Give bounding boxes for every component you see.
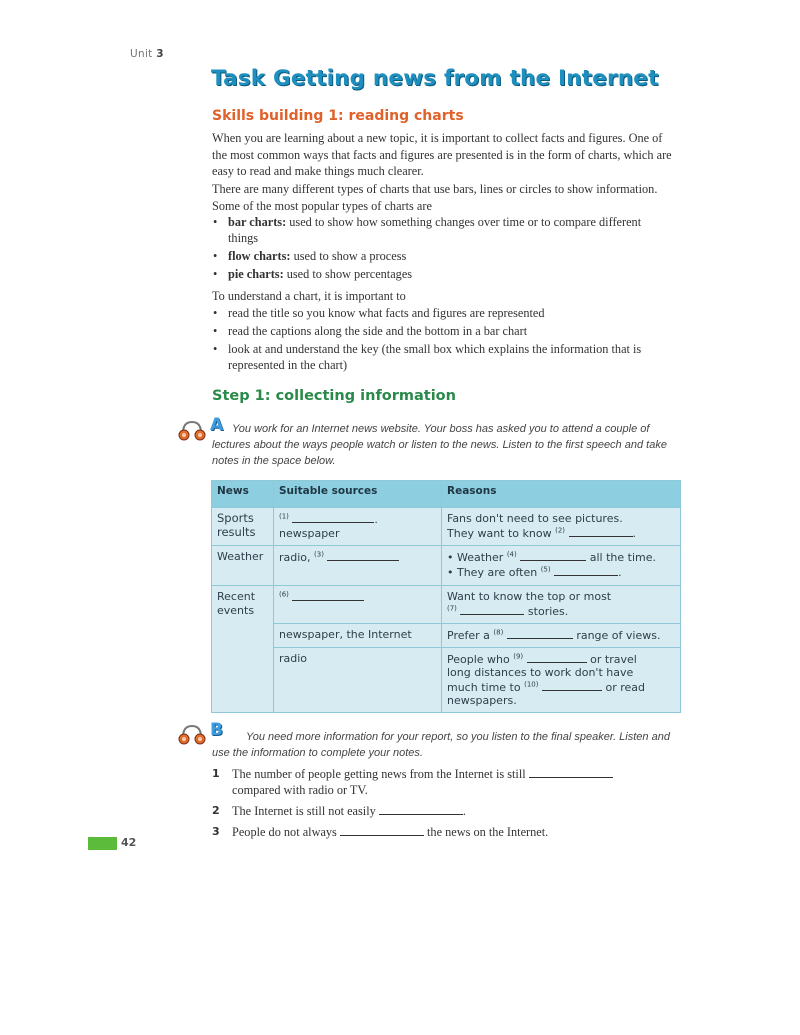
table-row [212,647,681,712]
list-item: • read the captions along the side and the bottom in a bar chart [213,324,528,338]
headphones-icon [178,722,206,751]
question-number: 2 [212,804,220,817]
col-header-news: News [212,481,274,508]
page-accent-bar [88,837,117,850]
news-sources-table [211,480,681,713]
answer-blank[interactable] [527,652,587,663]
reasons-cell: Prefer a $^{(8)}$ range of views. [442,624,681,648]
tips-list [212,305,672,375]
list-item: • flow charts: used to show a process [213,249,407,263]
question-number: 1 [212,767,220,780]
answer-blank[interactable] [460,604,524,615]
page-number: 42 [121,836,137,849]
answer-blank[interactable] [554,565,618,576]
page-title: Task Getting news from the Internet [211,66,659,91]
question-3: People do not always the news on the Internet. [232,825,549,839]
answer-blank[interactable] [520,550,586,561]
section-a-instruction: You work for an Internet news website. Your boss has asked you to attend a couple of lectures about the ways people watch or listen to the news. Listen to the first speech and take notes in the space below. [212,423,667,467]
bullet-icon: • [213,342,218,356]
answer-blank[interactable] [292,512,374,523]
chart-types-list [212,214,672,284]
answer-blank[interactable] [292,590,364,601]
bullet-icon: • [213,249,218,263]
bullet-icon: • [213,306,218,320]
question-2: The Internet is still not easily . [232,804,466,818]
section-b-instruction: You need more information for your report, so you listen to the final speaker. Listen and use the information to complete your notes. [212,731,670,759]
table-row [212,546,681,586]
answer-blank[interactable] [340,825,424,836]
skills-heading: Skills building 1: reading charts [212,108,464,124]
list-item: • read the title so you know what facts and figures are represented [213,306,545,320]
sources-cell: (6) [274,586,442,624]
table-row [212,586,681,624]
unit-label: Unit 3 [130,48,164,60]
table-row [212,508,681,546]
table-header-row [212,481,681,508]
answer-blank[interactable] [542,680,602,691]
list-item: • look at and understand the key (the small box which explains the information that is represented in the chart) [213,342,642,372]
sources-cell: radio, $^{(3)}$ [274,546,442,586]
col-header-reasons: Reasons [442,481,681,508]
answer-blank[interactable] [379,804,463,815]
unit-number: 3 [156,48,164,60]
answer-blank[interactable] [327,550,399,561]
sources-cell: $^{(1)}$ . newspaper [274,508,442,546]
skills-paragraph-2: There are many different types of charts that use bars, lines or circles to show information. Some of the most popular types of charts are [212,182,658,213]
list-item: • bar charts: used to show how something changes over time or to compare different things [213,215,642,245]
bullet-icon: • [213,215,218,229]
reasons-cell: People who $^{(9)}$ or travel long distances to work don't have much time to $^{(10)}$ or read newspapers. [442,647,681,712]
answer-blank[interactable] [529,767,613,778]
answer-blank[interactable] [507,628,573,639]
reasons-cell: • Weather $^{(4)}$ all the time. • They are often $^{(5)}$ . [442,546,681,586]
table-row [212,624,681,648]
col-header-sources: Suitable sources [274,481,442,508]
news-cell: Sports results [212,508,274,546]
question-number: 3 [212,825,220,838]
question-1: The number of people getting news from the Internet is still compared with radio or TV. [232,766,672,798]
answer-blank[interactable] [569,526,633,537]
bullet-icon: • [213,324,218,338]
section-a-label: A [210,415,224,435]
skills-paragraph-3: To understand a chart, it is important to [212,289,406,303]
section-b-label: B [210,720,223,740]
headphones-icon [178,418,206,447]
sources-cell: newspaper, the Internet [274,624,442,648]
sources-cell: radio [274,647,442,712]
news-cell: Recent events [212,586,274,713]
step-heading: Step 1: collecting information [212,388,456,404]
news-cell: Weather [212,546,274,586]
skills-paragraph-1: When you are learning about a new topic, it is important to collect facts and figures. One of the most common ways that facts and figures are presented is in the form of charts, which are easy to read and make things much clearer. [212,131,672,178]
list-item: • pie charts: used to show percentages [213,267,413,281]
reasons-cell: Fans don't need to see pictures. They want to know $^{(2)}$ . [442,508,681,546]
bullet-icon: • [213,267,218,281]
reasons-cell: Want to know the top or most $^{(7)}$ stories. [442,586,681,624]
